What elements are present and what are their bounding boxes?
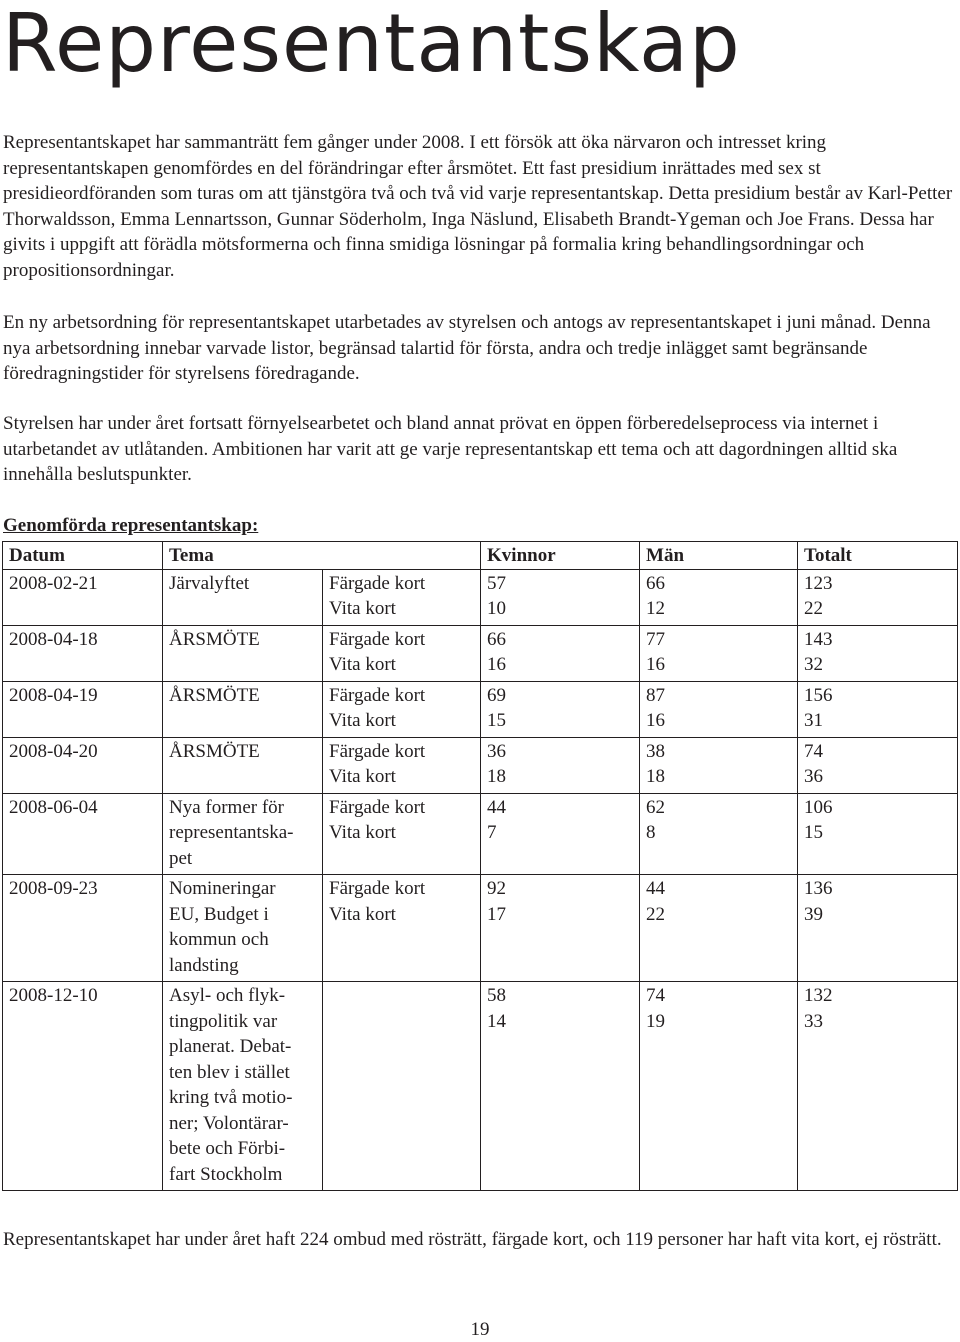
women-value: 69 xyxy=(487,684,507,706)
colored-card-label: Färgade kort xyxy=(329,572,426,594)
table-body xyxy=(3,569,958,1191)
men-cell xyxy=(640,793,798,875)
table-row xyxy=(3,625,958,681)
theme-line: bete och Förbi- xyxy=(169,1138,286,1159)
theme-line: Nya former för xyxy=(169,796,285,818)
theme-line: Järvalyftet xyxy=(169,572,250,594)
card-type-cell xyxy=(323,681,481,737)
theme-line: landsting xyxy=(169,954,239,976)
total-value: 106 xyxy=(804,796,833,818)
table-row xyxy=(3,569,958,625)
header-men: Män xyxy=(640,542,798,570)
theme-line: representantska- xyxy=(169,822,294,843)
total-value: 136 xyxy=(804,878,833,899)
theme-cell xyxy=(163,982,323,1191)
theme-line: Asyl- och flyk- xyxy=(169,985,286,1006)
women-value: 14 xyxy=(487,1010,507,1032)
theme-line: EU, Budget i xyxy=(169,903,269,925)
page-number: 19 xyxy=(470,1319,490,1340)
women-value: 15 xyxy=(487,710,507,731)
women-value: 18 xyxy=(487,766,507,787)
theme-cell xyxy=(163,569,323,625)
total-value: 15 xyxy=(804,822,824,843)
theme-line: Nomineringar xyxy=(169,878,276,899)
theme-cell xyxy=(163,681,323,737)
men-cell xyxy=(640,875,798,982)
white-card-label: Vita kort xyxy=(329,903,396,925)
white-card-label: Vita kort xyxy=(329,822,396,843)
theme-line: kommun och xyxy=(169,929,269,950)
women-value: 16 xyxy=(487,654,507,675)
women-value: 58 xyxy=(487,985,507,1006)
theme-line: ÅRSMÖTE xyxy=(169,628,260,650)
date-value: 2008-04-19 xyxy=(9,684,98,706)
page-title: Representantskap xyxy=(2,0,741,90)
men-cell xyxy=(640,625,798,681)
white-card-label: Vita kort xyxy=(329,766,396,787)
footer-paragraph: Representantskapet har under året haft 224 ombud med rösträtt, färgade kort, och 119 personer har haft vita kort, ej rösträtt. xyxy=(3,1229,942,1250)
sessions-table xyxy=(2,541,958,1191)
women-cell xyxy=(481,793,640,875)
total-value: 36 xyxy=(804,766,824,787)
theme-cell xyxy=(163,793,323,875)
total-value: 123 xyxy=(804,572,833,594)
colored-card-label: Färgade kort xyxy=(329,796,426,818)
women-cell xyxy=(481,737,640,793)
men-value: 74 xyxy=(646,985,666,1006)
theme-line: ÅRSMÖTE xyxy=(169,740,260,762)
theme-line: planerat. Debat- xyxy=(169,1036,292,1057)
women-value: 10 xyxy=(487,598,507,619)
total-cell xyxy=(798,793,958,875)
date-cell xyxy=(3,569,163,625)
theme-line: pet xyxy=(169,847,193,869)
men-value: 22 xyxy=(646,903,666,925)
white-card-label: Vita kort xyxy=(329,710,396,731)
date-value: 2008-12-10 xyxy=(9,985,98,1006)
total-cell xyxy=(798,875,958,982)
men-value: 16 xyxy=(646,710,666,731)
women-cell xyxy=(481,625,640,681)
total-value: 39 xyxy=(804,903,824,925)
table-row xyxy=(3,737,958,793)
date-value: 2008-06-04 xyxy=(9,796,98,818)
total-value: 74 xyxy=(804,740,824,762)
renewal-paragraph: Styrelsen har under året fortsatt förnyelsearbetet och bland annat prövat en öppen förberedelseprocess via internet i utarbetandet av utlåtanden. Ambitionen har varit att ge varje representantskap ett tema och att dagordningen alltid ska innehålla beslutspunkter. xyxy=(3,413,898,485)
white-card-label: Vita kort xyxy=(329,654,396,675)
table-heading: Genomförda representantskap: xyxy=(3,515,259,536)
table-row xyxy=(3,793,958,875)
card-type-cell xyxy=(323,569,481,625)
men-value: 38 xyxy=(646,740,666,762)
date-cell xyxy=(3,793,163,875)
theme-line: tingpolitik var xyxy=(169,1010,278,1032)
women-value: 57 xyxy=(487,572,507,594)
theme-cell xyxy=(163,737,323,793)
women-cell xyxy=(481,982,640,1191)
date-cell xyxy=(3,681,163,737)
total-cell xyxy=(798,625,958,681)
total-value: 32 xyxy=(804,654,824,675)
table-header-row xyxy=(3,542,958,570)
total-value: 132 xyxy=(804,985,833,1006)
date-cell xyxy=(3,875,163,982)
women-value: 44 xyxy=(487,796,507,818)
date-cell xyxy=(3,982,163,1191)
men-value: 16 xyxy=(646,654,666,675)
total-value: 31 xyxy=(804,710,824,731)
total-cell xyxy=(798,982,958,1191)
men-value: 62 xyxy=(646,796,666,818)
header-date: Datum xyxy=(3,542,163,570)
total-cell xyxy=(798,681,958,737)
total-cell xyxy=(798,569,958,625)
theme-cell xyxy=(163,875,323,982)
men-value: 77 xyxy=(646,628,666,650)
women-value: 92 xyxy=(487,878,507,899)
men-value: 44 xyxy=(646,878,666,899)
theme-line: ner; Volontärar- xyxy=(169,1112,289,1134)
women-value: 66 xyxy=(487,628,507,650)
card-type-cell xyxy=(323,793,481,875)
men-value: 12 xyxy=(646,598,666,619)
date-value: 2008-04-20 xyxy=(9,740,98,762)
men-cell xyxy=(640,737,798,793)
men-value: 19 xyxy=(646,1010,666,1032)
table-row xyxy=(3,681,958,737)
women-value: 36 xyxy=(487,740,507,762)
men-value: 8 xyxy=(646,822,656,843)
women-value: 7 xyxy=(487,822,497,843)
women-cell xyxy=(481,569,640,625)
date-cell xyxy=(3,625,163,681)
header-total: Totalt xyxy=(798,542,958,570)
total-cell xyxy=(798,737,958,793)
white-card-label: Vita kort xyxy=(329,598,396,619)
men-cell xyxy=(640,982,798,1191)
total-value: 22 xyxy=(804,598,824,619)
card-type-cell xyxy=(323,875,481,982)
date-value: 2008-02-21 xyxy=(9,572,98,594)
date-cell xyxy=(3,737,163,793)
men-cell xyxy=(640,569,798,625)
card-type-cell xyxy=(323,625,481,681)
theme-line: ÅRSMÖTE xyxy=(169,684,260,706)
colored-card-label: Färgade kort xyxy=(329,878,426,899)
header-women: Kvinnor xyxy=(481,542,640,570)
women-value: 17 xyxy=(487,903,507,925)
women-cell xyxy=(481,681,640,737)
total-value: 33 xyxy=(804,1010,824,1032)
theme-line: ten blev i stället xyxy=(169,1061,290,1083)
work-order-paragraph: En ny arbetsordning för representantskapet utarbetades av styrelsen och antogs av representantskapet i juni månad. Denna nya arbetsordning innebar varvade listor, begränsad talartid för första, andra och tredje inlägget samt begränsande föredragningstider för styrelsens föredragande. xyxy=(3,312,931,384)
intro-paragraph: Representantskapet har sammanträtt fem gånger under 2008. I ett försök att öka närvaron och intresset kring representantskapen genomfördes en del förändringar efter årsmötet. Ett fast presidium inrättades med sex st presidieordföranden som turas om att tjänstgöra två och två vid varje representantskap. Detta presidium består av Karl-Petter Thorwaldsson, Emma Lennartsson, Gunnar Söderholm, Inga Näslund, Elisabeth Brandt-Ygeman och Joe Frans. Dessa har givits i uppgift att förädla mötsformerna och finna smidiga lösningar på formalia kring behandlingsordningar och propositionsordningar. xyxy=(3,132,953,281)
men-cell xyxy=(640,681,798,737)
card-type-cell xyxy=(323,982,481,1191)
theme-line: kring två motio- xyxy=(169,1087,293,1108)
colored-card-label: Färgade kort xyxy=(329,628,426,650)
total-value: 156 xyxy=(804,684,833,706)
table-row xyxy=(3,875,958,982)
theme-cell xyxy=(163,625,323,681)
colored-card-label: Färgade kort xyxy=(329,740,426,762)
table-row xyxy=(3,982,958,1191)
card-type-cell xyxy=(323,737,481,793)
total-value: 143 xyxy=(804,628,833,650)
theme-line: fart Stockholm xyxy=(169,1163,283,1185)
men-value: 18 xyxy=(646,766,666,787)
men-value: 87 xyxy=(646,684,666,706)
header-theme: Tema xyxy=(163,542,481,570)
women-cell xyxy=(481,875,640,982)
men-value: 66 xyxy=(646,572,666,594)
date-value: 2008-04-18 xyxy=(9,628,98,650)
date-value: 2008-09-23 xyxy=(9,878,98,899)
colored-card-label: Färgade kort xyxy=(329,684,426,706)
